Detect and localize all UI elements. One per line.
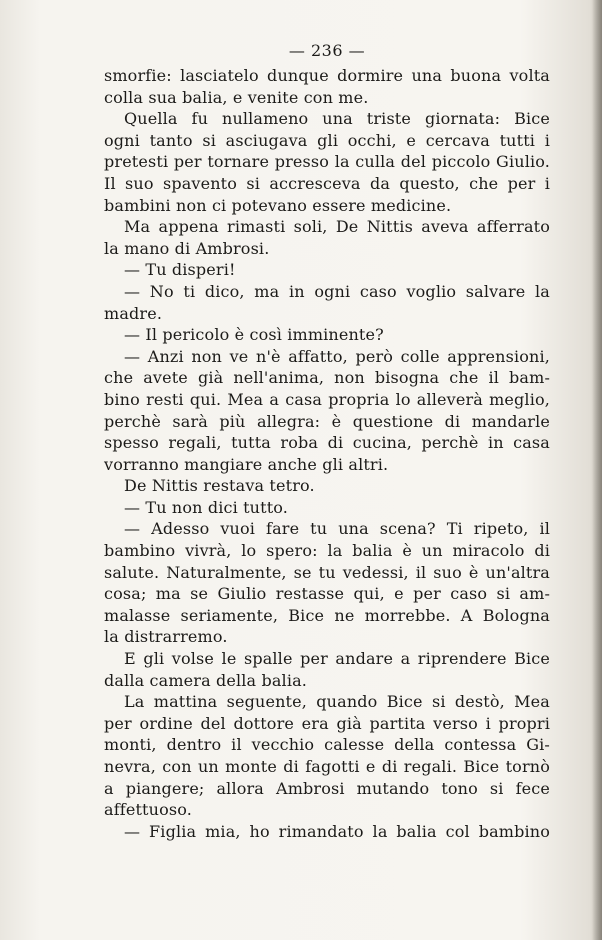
text-line: Quella fu nullameno una triste giornata: Bice	[124, 109, 550, 129]
text-line: la mano di Ambrosi.	[104, 238, 270, 258]
text-line: pretesti per tornare presso la culla del piccolo Giulio.	[104, 152, 550, 172]
text-line: cosa; ma se Giulio restasse qui, e per caso si am-	[104, 584, 550, 604]
text-line: Ma appena rimasti soli, De Nittis aveva afferrato	[124, 217, 550, 237]
text-line: per ordine del dottore era già partita verso i propri	[104, 713, 550, 733]
text-line: la distrarremo.	[104, 627, 228, 647]
page-text-block	[104, 39, 550, 842]
text-line: dalla camera della balia.	[104, 670, 308, 690]
text-line: spesso regali, tutta roba di cucina, perchè in casa	[104, 433, 550, 453]
text-line: madre.	[104, 303, 163, 323]
body-text	[104, 65, 550, 842]
text-line: monti, dentro il vecchio calesse della contessa Gi-	[104, 735, 550, 755]
text-line: ogni tanto si asciugava gli occhi, e cercava tutti i	[104, 130, 550, 150]
text-line: — Figlia mia, ho rimandato la balia col bambino	[124, 821, 550, 841]
text-line: che avete già nell'anima, non bisogna che il bam-	[104, 368, 550, 388]
text-line: bino resti qui. Mea a casa propria lo alleverà meglio,	[104, 389, 550, 409]
text-line: smorfie: lasciatelo dunque dormire una buona volta	[104, 66, 550, 85]
text-line: perchè sarà più allegra: è questione di mandarle	[104, 411, 550, 431]
text-line: affettuoso.	[104, 800, 192, 820]
text-line: salute. Naturalmente, se tu vedessi, il suo è un'altra	[104, 562, 550, 582]
text-line: — Il pericolo è così imminente?	[124, 325, 384, 345]
text-line: Il suo spavento si accresceva da questo, che per i	[104, 173, 550, 193]
text-line: — No ti dico, ma in ogni caso voglio salvare la	[124, 281, 550, 301]
text-line: — Anzi non ve n'è affatto, però colle apprensioni,	[124, 346, 550, 366]
page-gutter-shadow	[592, 0, 602, 940]
page-number: — 236 —	[288, 41, 366, 60]
text-line: a piangere; allora Ambrosi mutando tono si fece	[104, 778, 550, 798]
text-line: La mattina seguente, quando Bice si destò, Mea	[124, 692, 550, 712]
text-line: — Tu disperi!	[124, 260, 236, 280]
text-line: vorranno mangiare anche gli altri.	[104, 454, 389, 474]
text-line: — Tu non dici tutto.	[124, 497, 289, 517]
text-line: bambino vivrà, lo spero: la balia è un miracolo di	[104, 541, 550, 561]
text-line: bambini non ci potevano essere medicine.	[104, 195, 452, 215]
text-line: nevra, con un monte di fagotti e di regali. Bice tornò	[104, 757, 550, 776]
text-line: colla sua balia, e venite con me.	[104, 87, 369, 107]
text-line: E gli volse le spalle per andare a riprendere Bice	[124, 649, 550, 669]
text-line: — Adesso vuoi fare tu una scena? Ti ripeto, il	[124, 519, 550, 539]
text-line: malasse seriamente, Bice ne morrebbe. A Bologna	[104, 605, 550, 625]
text-line: De Nittis restava tetro.	[124, 476, 315, 496]
